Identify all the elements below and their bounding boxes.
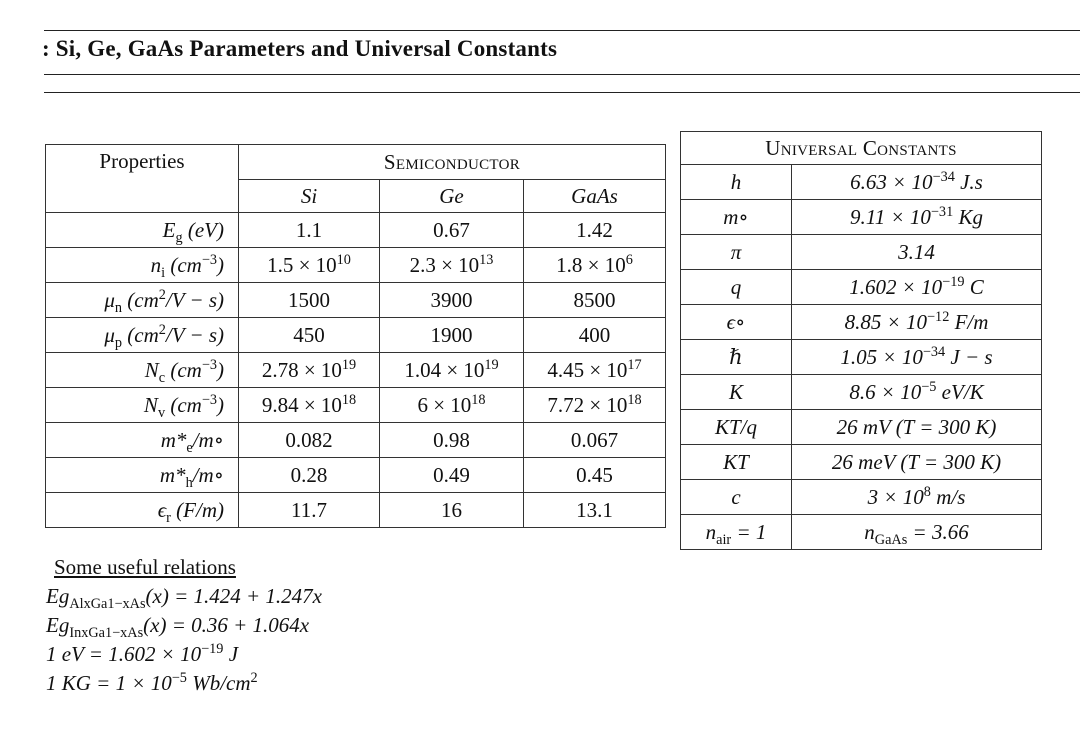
title-rule-lower bbox=[44, 92, 1080, 93]
table-row bbox=[681, 375, 1042, 410]
table-cell: 0.45 bbox=[524, 458, 666, 493]
semiconductor-table-body bbox=[46, 213, 666, 528]
table-row bbox=[46, 423, 666, 458]
table-cell: 0.98 bbox=[380, 423, 524, 458]
property-label: $\mu_p$ $(cm^2/V - s)$ bbox=[46, 318, 239, 353]
table-cell: $9.84 \times 10^{18}$ bbox=[239, 388, 380, 423]
table-cell: $4.45 \times 10^{17}$ bbox=[524, 353, 666, 388]
table-cell: $1.5 \times 10^{10}$ bbox=[239, 248, 380, 283]
table-cell: $1.04 \times 10^{19}$ bbox=[380, 353, 524, 388]
constant-value: $1.05 \times 10^{-34}$ J − s bbox=[792, 340, 1042, 375]
table-cell: 1.1 bbox=[239, 213, 380, 248]
table-cell: 3900 bbox=[380, 283, 524, 318]
table-cell: 16 bbox=[380, 493, 524, 528]
constant-symbol: KT bbox=[681, 445, 792, 480]
constant-value: $6.63 \times 10^{-34}$ J.s bbox=[792, 165, 1042, 200]
semiconductor-table bbox=[45, 144, 666, 528]
table-cell: $2.78 \times 10^{19}$ bbox=[239, 353, 380, 388]
table-cell: 450 bbox=[239, 318, 380, 353]
table-cell: 400 bbox=[524, 318, 666, 353]
table-cell: 11.7 bbox=[239, 493, 380, 528]
table-row bbox=[46, 213, 666, 248]
property-label: $N_c$ $(cm^{-3})$ bbox=[46, 353, 239, 388]
table-cell: $1.8 \times 10^6$ bbox=[524, 248, 666, 283]
table-row bbox=[46, 353, 666, 388]
table-row bbox=[681, 270, 1042, 305]
table-cell: 0.28 bbox=[239, 458, 380, 493]
constant-symbol: ϵ∘ bbox=[681, 305, 792, 340]
constant-value: $8.85 \times 10^{-12}$ F/m bbox=[792, 305, 1042, 340]
table-row bbox=[681, 445, 1042, 480]
semiconductor-header: Semiconductor bbox=[239, 145, 666, 180]
table-cell: 8500 bbox=[524, 283, 666, 318]
table-cell: 0.49 bbox=[380, 458, 524, 493]
constant-value: $3 \times 10^8$ m/s bbox=[792, 480, 1042, 515]
table-cell: 0.082 bbox=[239, 423, 380, 458]
property-label: $\mu_n$ $(cm^2/V - s)$ bbox=[46, 283, 239, 318]
property-label: $N_v$ $(cm^{-3})$ bbox=[46, 388, 239, 423]
constant-value: 26 mV (T = 300 K) bbox=[792, 410, 1042, 445]
universal-constants-table bbox=[680, 131, 1042, 550]
table-row bbox=[46, 248, 666, 283]
column-header-gaas: GaAs bbox=[524, 180, 666, 213]
constant-symbol: KT/q bbox=[681, 410, 792, 445]
table-row bbox=[46, 458, 666, 493]
constant-value: 26 meV (T = 300 K) bbox=[792, 445, 1042, 480]
title-rule-upper bbox=[44, 74, 1080, 75]
column-header-ge: Ge bbox=[380, 180, 524, 213]
constant-symbol: $n_{air} = 1$ bbox=[681, 515, 792, 550]
property-label: $m*_h/m\circ$ bbox=[46, 458, 239, 493]
table-cell: 13.1 bbox=[524, 493, 666, 528]
relation-item: $Eg_{InxGa1-xAs}(x) = 0.36 + 1.064x$ bbox=[46, 613, 310, 642]
table-row bbox=[681, 515, 1042, 550]
constant-value: 3.14 bbox=[792, 235, 1042, 270]
properties-header: Properties bbox=[46, 145, 239, 213]
constant-value: $9.11 \times 10^{-31}$ Kg bbox=[792, 200, 1042, 235]
relation-item: 1 KG = $1 \times 10^{-5}$ $Wb/cm^2$ bbox=[46, 670, 258, 695]
constant-value: $8.6 \times 10^{-5}$ eV/K bbox=[792, 375, 1042, 410]
table-row bbox=[681, 305, 1042, 340]
property-label: $E_g$ (eV) bbox=[46, 213, 239, 248]
useful-relations bbox=[46, 553, 322, 698]
table-row bbox=[46, 283, 666, 318]
relations-list bbox=[46, 582, 322, 698]
constant-symbol: q bbox=[681, 270, 792, 305]
universal-constants-header: Universal Constants bbox=[681, 132, 1042, 165]
constant-symbol: π bbox=[681, 235, 792, 270]
table-row bbox=[681, 410, 1042, 445]
property-label: $n_i$ $(cm^{-3})$ bbox=[46, 248, 239, 283]
table-cell: $2.3 \times 10^{13}$ bbox=[380, 248, 524, 283]
constant-symbol: ℏ bbox=[681, 340, 792, 375]
table-cell: 1900 bbox=[380, 318, 524, 353]
table-cell: $7.72 \times 10^{18}$ bbox=[524, 388, 666, 423]
table-cell: 1.42 bbox=[524, 213, 666, 248]
table-row bbox=[46, 388, 666, 423]
table-row bbox=[681, 165, 1042, 200]
table-row bbox=[46, 493, 666, 528]
relation-item: $Eg_{AlxGa1-xAs}(x) = 1.424 + 1.247x$ bbox=[46, 584, 323, 613]
top-rule bbox=[44, 30, 1080, 31]
constant-value: $1.602 \times 10^{-19}$ C bbox=[792, 270, 1042, 305]
table-cell: 1500 bbox=[239, 283, 380, 318]
relations-title: Some useful relations bbox=[54, 555, 236, 579]
universal-constants-body bbox=[681, 165, 1042, 550]
relation-item: 1 eV = $1.602 \times 10^{-19}$ J bbox=[46, 641, 239, 666]
table-row bbox=[46, 318, 666, 353]
table-cell: $6 \times 10^{18}$ bbox=[380, 388, 524, 423]
constant-value: $n_{GaAs} = 3.66$ bbox=[792, 515, 1042, 550]
column-header-si: Si bbox=[239, 180, 380, 213]
page-title: : Si, Ge, GaAs Parameters and Universal Constants bbox=[42, 36, 558, 61]
table-row bbox=[681, 480, 1042, 515]
constant-symbol: K bbox=[681, 375, 792, 410]
constant-symbol: m∘ bbox=[681, 200, 792, 235]
table-row bbox=[681, 235, 1042, 270]
property-label: $m*_e/m\circ$ bbox=[46, 423, 239, 458]
table-row bbox=[681, 200, 1042, 235]
table-cell: 0.67 bbox=[380, 213, 524, 248]
constant-symbol: h bbox=[681, 165, 792, 200]
table-cell: 0.067 bbox=[524, 423, 666, 458]
table-row bbox=[681, 340, 1042, 375]
constant-symbol: c bbox=[681, 480, 792, 515]
property-label: $\epsilon_r$ (F/m) bbox=[46, 493, 239, 528]
